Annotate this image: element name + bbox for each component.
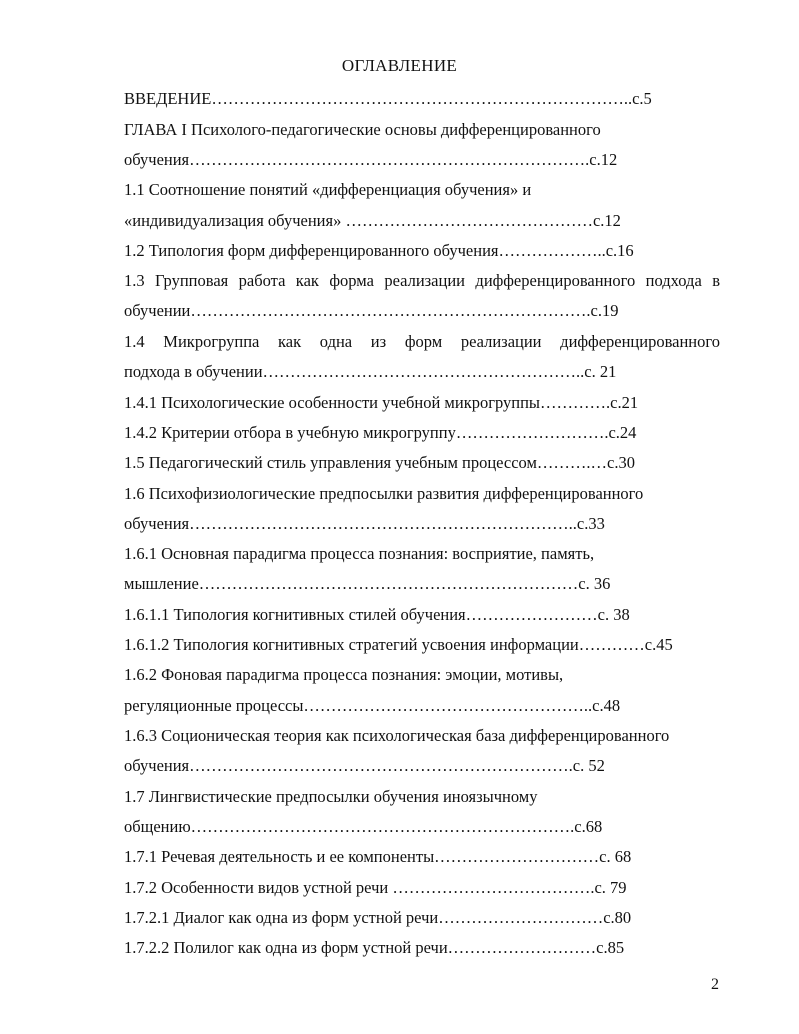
toc-entry: подхода в обучении…………………………………………………..с. 21: [124, 362, 617, 381]
toc-entry: 1.6.1.1 Типология когнитивных стилей обучения……………………с. 38: [124, 605, 630, 624]
toc-entry: 1.6.1.2 Типология когнитивных стратегий усвоения информации…………с.45: [124, 635, 673, 654]
toc-entry: 1.7.1 Речевая деятельность и ее компоненты…………………………с. 68: [124, 847, 632, 866]
toc-entry: 1.6.3 Соционическая теория как психологическая база дифференцированного: [124, 726, 670, 745]
toc-entry: ГЛАВА I Психолого-педагогические основы дифференцированного: [124, 120, 601, 139]
toc-entry: 1.6.2 Фоновая парадигма процесса познания: эмоции, мотивы,: [124, 665, 564, 684]
page-number: 2: [711, 976, 719, 993]
toc-entry: 1.6 Психофизиологические предпосылки развития дифференцированного: [124, 484, 644, 503]
toc-entry: 1.1 Соотношение понятий «дифференциация обучения» и: [124, 180, 532, 199]
toc-entry: 1.4.2 Критерии отбора в учебную микрогруппу……………………….с.24: [124, 423, 637, 442]
toc-entry: обучении……………………………………………………………….с.19: [124, 301, 619, 320]
toc-entry: 1.7.2 Особенности видов устной речи ……………………………….с. 79: [124, 878, 627, 897]
toc-entry: 1.7.2.1 Диалог как одна из форм устной речи…………………………с.80: [124, 908, 632, 927]
toc-entry: обучения……………………………………………………………..с.33: [124, 514, 605, 533]
toc-entry: 1.2 Типология форм дифференцированного обучения………………..с.16: [124, 241, 634, 260]
toc-entry: регуляционные процессы……………………………………………..с.48: [124, 696, 621, 715]
toc-entry: 1.5 Педагогический стиль управления учебным процессом……….…с.30: [124, 453, 636, 472]
toc-entry: мышление……………………………………………………………с. 36: [124, 574, 611, 593]
toc-entry: 1.7.2.2 Полилог как одна из форм устной речи………………………с.85: [124, 938, 625, 957]
toc-entry: 1.3 Групповая работа как форма реализации дифференцированного подхода в: [124, 271, 720, 290]
toc-entry: «индивидуализация обучения» ………………………………………с.12: [124, 211, 621, 230]
toc-entry: 1.4.1 Психологические особенности учебной микрогруппы………….с.21: [124, 393, 639, 412]
toc-entry: обучения……………………………………………………………….с.12: [124, 150, 618, 169]
toc-entry: ВВЕДЕНИЕ…………………………………………………………………..с.5: [124, 89, 652, 108]
toc-entry: общению…………………………………………………………….с.68: [124, 817, 603, 836]
toc-entry: обучения…………………………………………………………….с. 52: [124, 756, 605, 775]
toc-entry: 1.6.1 Основная парадигма процесса познания: восприятие, память,: [124, 544, 595, 563]
toc-entry: 1.7 Лингвистические предпосылки обучения иноязычному: [124, 787, 538, 806]
page-title: ОГЛАВЛЕНИЕ: [341, 56, 458, 75]
toc-entry: 1.4 Микрогруппа как одна из форм реализации дифференцированного: [124, 332, 720, 351]
